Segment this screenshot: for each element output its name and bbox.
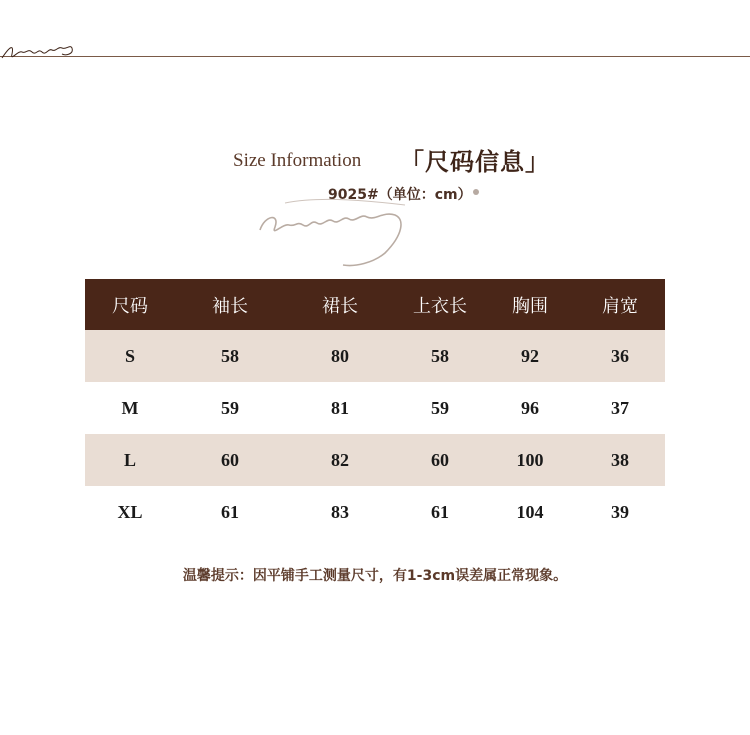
table-row — [85, 382, 665, 434]
table-cell: 61 — [431, 501, 449, 522]
table-cell: 83 — [331, 501, 349, 522]
table-cell: 60 — [395, 434, 485, 486]
table-cell: 82 — [285, 434, 395, 486]
column-header-skirt-length: 裙长 — [285, 279, 395, 330]
table-cell: 80 — [285, 330, 395, 382]
table-cell: S — [85, 330, 175, 382]
title-chinese: 「尺码信息」 — [400, 148, 550, 176]
table-header-row — [85, 279, 665, 330]
product-code-unit: 9025#（单位：cm） — [328, 187, 472, 203]
table-cell: 59 — [431, 397, 449, 418]
table-row — [85, 486, 665, 538]
table-cell: 59 — [221, 397, 239, 418]
table-cell: 37 — [611, 397, 629, 418]
table-cell: 36 — [575, 330, 665, 382]
table-row — [85, 434, 665, 486]
signature-flourish-top — [0, 36, 80, 66]
heading — [0, 142, 750, 182]
column-header-bust: 胸围 — [485, 279, 575, 330]
table-cell: M — [121, 397, 139, 418]
top-divider-line — [0, 56, 750, 57]
table-cell: 104 — [516, 501, 544, 522]
column-header-sleeve-length: 袖长 — [175, 279, 285, 330]
measurement-tip: 温馨提示：因平铺手工测量尺寸，有1-3cm误差属正常现象。 — [182, 568, 568, 584]
signature-flourish-decorative — [255, 195, 415, 270]
table-cell: 100 — [485, 434, 575, 486]
table-cell: 81 — [331, 397, 349, 418]
table-cell: 58 — [395, 330, 485, 382]
table-cell: 39 — [611, 501, 629, 522]
table-row — [85, 330, 665, 382]
table-cell: 38 — [575, 434, 665, 486]
table-cell: 60 — [175, 434, 285, 486]
column-header-shoulder: 肩宽 — [575, 279, 665, 330]
decorative-dot — [473, 189, 479, 195]
size-table — [85, 279, 665, 538]
column-header-top-length: 上衣长 — [395, 279, 485, 330]
column-header-size: 尺码 — [85, 279, 175, 330]
table-cell: 96 — [521, 397, 539, 418]
table-cell: 58 — [175, 330, 285, 382]
title-english: Size Information — [233, 150, 362, 171]
table-cell: XL — [117, 501, 143, 522]
table-cell: 92 — [485, 330, 575, 382]
table-cell: L — [85, 434, 175, 486]
table-cell: 61 — [221, 501, 239, 522]
